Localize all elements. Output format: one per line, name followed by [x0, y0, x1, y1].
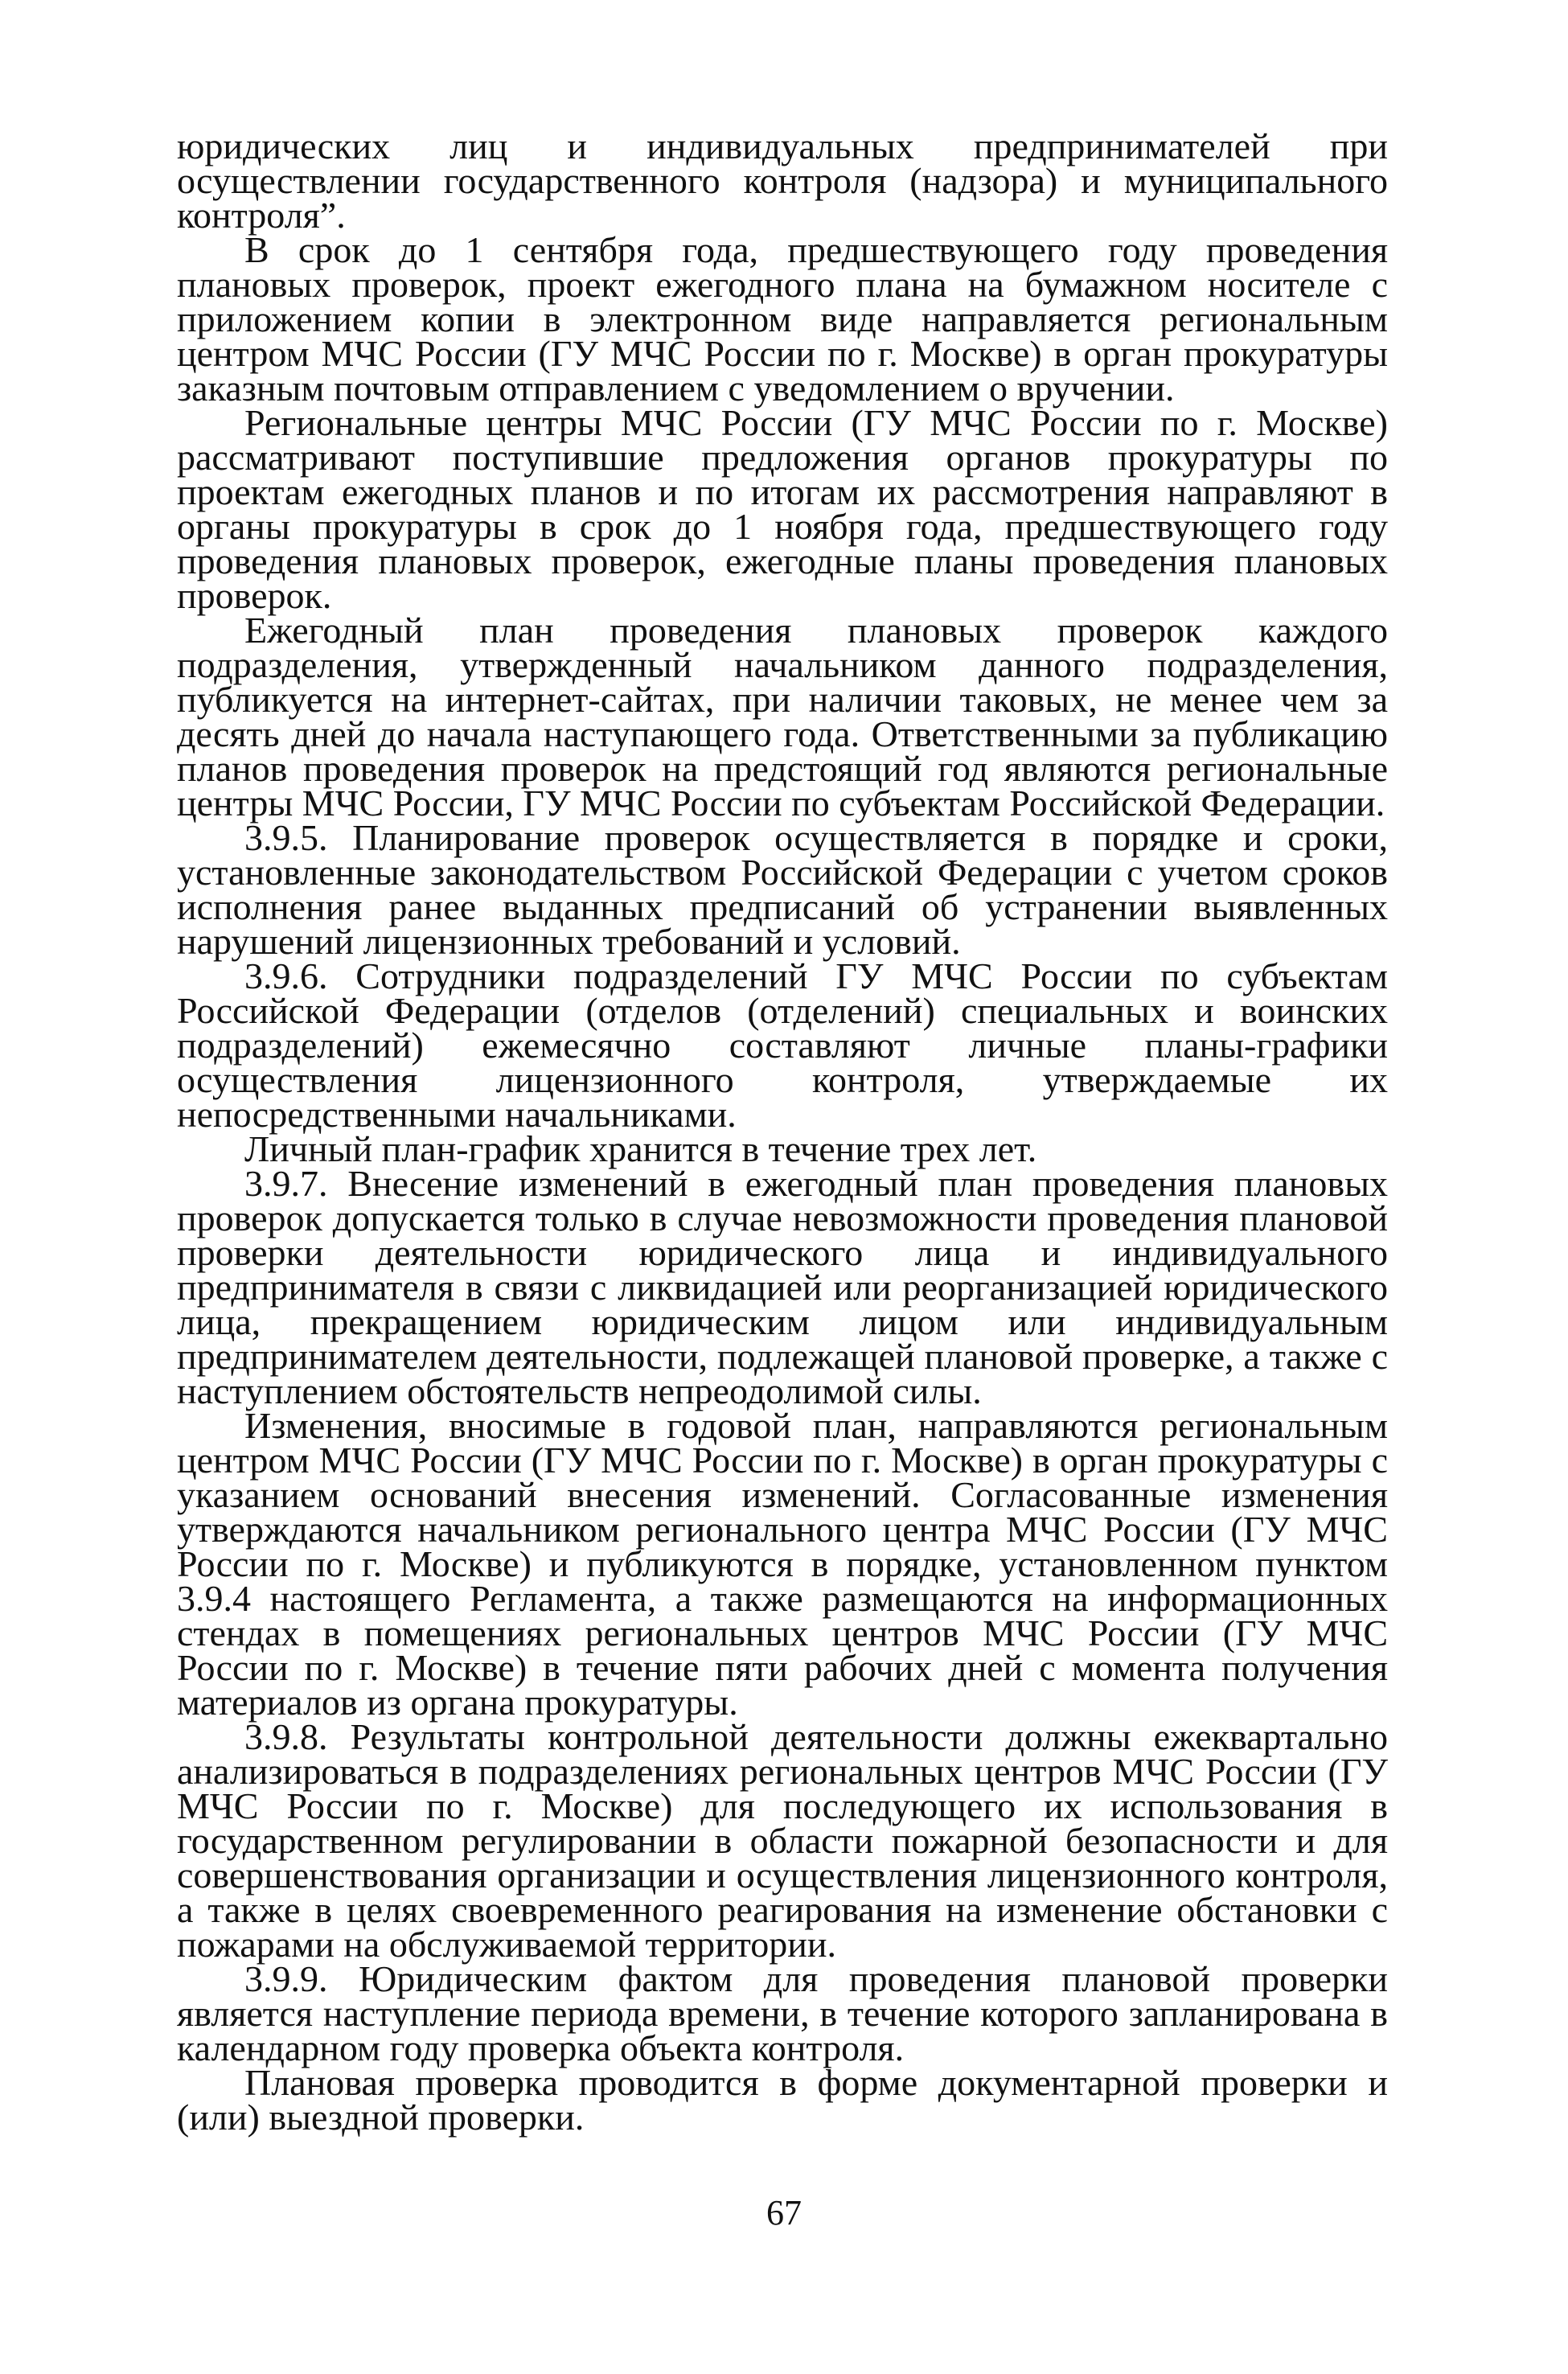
paragraph-3-9-7: 3.9.7. Внесение изменений в ежегодный план проведения плановых проверок допускается только в случае невозможности проведения плановой проверки деятельности юридического лица и индивидуального предпринимателя в связи с ликвидацией или реорганизацией юридического лица, прекращением юридическим лицом или индивидуальным предпринимателем деятельности, подлежащей плановой проверке, а также с наступлением обстоятельств непреодолимой силы. [177, 1163, 1388, 1411]
paragraph: Плановая проверка проводится в форме документарной проверки и (или) выездной проверки. [177, 2062, 1388, 2138]
body-text [177, 125, 1388, 2138]
paragraph: Региональные центры МЧС России (ГУ МЧС России по г. Москве) рассматривают поступившие предложения органов прокуратуры по проектам ежегодных планов и по итогам их рассмотрения направляют в органы прокуратуры в срок до 1 ноября года, предшествующего году проведения плановых проверок, ежегодные планы проведения плановых проверок. [177, 402, 1388, 616]
paragraph: В срок до 1 сентября года, предшествующего году проведения плановых проверок, проект ежегодного плана на бумажном носителе с приложением копии в электронном виде направляется региональным центром МЧС России (ГУ МЧС России по г. Москве) в орган прокуратуры заказным почтовым отправлением с уведомлением о вручении. [177, 229, 1388, 409]
paragraph-continuation: юридических лиц и индивидуальных предпринимателей при осуществлении государственного контроля (надзора) и муниципального контроля”. [177, 125, 1388, 236]
paragraph-3-9-8: 3.9.8. Результаты контрольной деятельности должны ежеквартально анализироваться в подразделениях региональных центров МЧС России (ГУ МЧС России по г. Москве) для последующего их использования в государственном регулировании в области пожарной безопасности и для совершенствования организации и осуществления лицензионного контроля, а также в целях своевременного реагирования на изменение обстановки с пожарами на обслуживаемой территории. [177, 1716, 1388, 1965]
page-number: 67 [766, 2193, 802, 2232]
paragraph-3-9-9: 3.9.9. Юридическим фактом для проведения плановой проверки является наступление периода времени, в течение которого запланирована в календарном году проверка объекта контроля. [177, 1958, 1388, 2068]
paragraph: Личный план-график хранится в течение трех лет. [244, 1128, 1037, 1169]
paragraph: Ежегодный план проведения плановых проверок каждого подразделения, утвержденный начальником данного подразделения, публикуется на интернет-сайтах, при наличии таковых, не менее чем за десять дней до начала наступающего года. Ответственными за публикацию планов проведения проверок на предстоящий год являются региональные центры МЧС России, ГУ МЧС России по субъектам Российской Федерации. [177, 610, 1388, 824]
paragraph-3-9-6: 3.9.6. Сотрудники подразделений ГУ МЧС России по субъектам Российской Федерации (отделов (отделений) специальных и воинских подразделений) ежемесячно составляют личные планы-графики осуществления лицензионного контроля, утверждаемые их непосредственными начальниками. [177, 955, 1388, 1135]
paragraph-3-9-5: 3.9.5. Планирование проверок осуществляется в порядке и сроки, установленные законодательством Российской Федерации с учетом сроков исполнения ранее выданных предписаний об устранении выявленных нарушений лицензионных требований и условий. [177, 817, 1388, 962]
paragraph: Изменения, вносимые в годовой план, направляются региональным центром МЧС России (ГУ МЧС России по г. Москве) в орган прокуратуры с указанием оснований внесения изменений. Согласованные изменения утверждаются начальником регионального центра МЧС России (ГУ МЧС России по г. Москве) и публикуются в порядке, установленном пунктом 3.9.4 настоящего Регламента, а также размещаются на информационных стендах в помещениях региональных центров МЧС России (ГУ МЧС России по г. Москве) в течение пяти рабочих дней с момента получения материалов из органа прокуратуры. [177, 1405, 1388, 1723]
